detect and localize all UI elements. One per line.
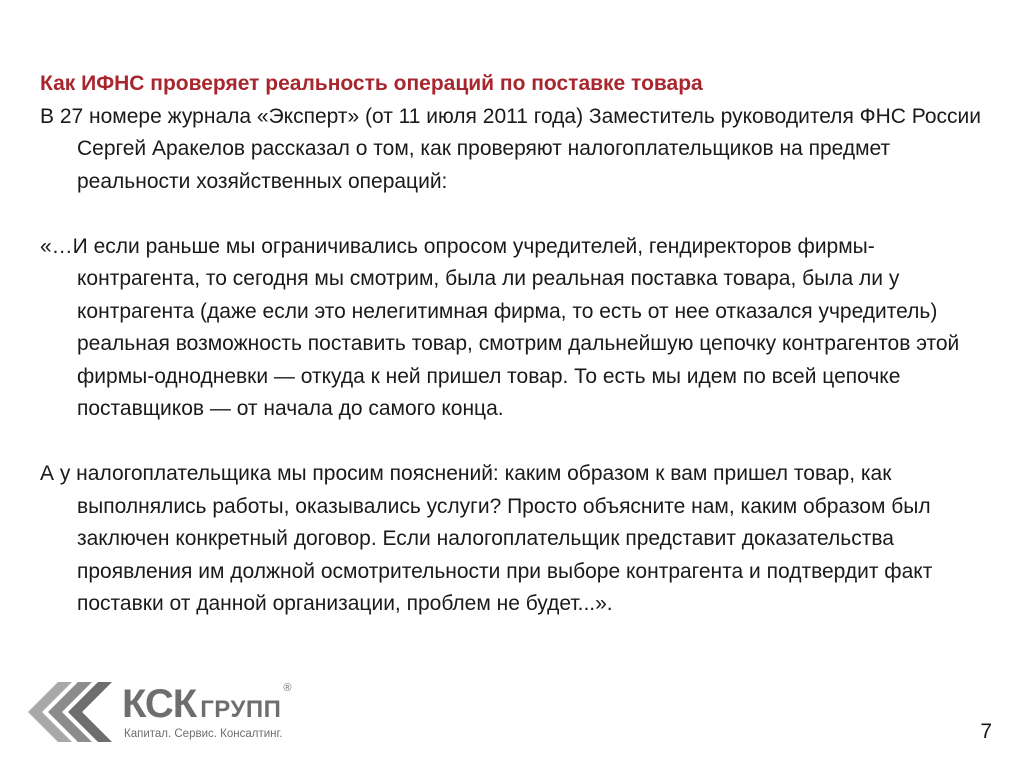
quote-paragraph-2: А у налогоплательщика мы просим пояснений: каким образом к вам пришел товар, как выполнялись работы, оказывались услуги? Просто объясните нам, каким образом был заключен конкретный договор. Если налогоплательщик представит доказательства проявления им должной осмотрительности при выборе контрагента и подтвердит факт поставки от данной организации, проблем не будет...». — [40, 462, 933, 615]
slide-content — [40, 68, 990, 621]
ksk-logo-mark-icon — [28, 680, 120, 744]
intro-paragraph: В 27 номере журнала «Эксперт» (от 11 июля 2011 года) Заместитель руководителя ФНС России Сергей Аракелов рассказал о том, как проверяют налогоплательщиков на предмет реальности хозяйственных операций: — [40, 104, 982, 193]
paragraph-spacer — [40, 426, 990, 459]
page-number: 7 — [980, 720, 992, 743]
logo-name-group: ГРУПП — [200, 696, 282, 723]
company-logo — [28, 680, 328, 750]
slide-heading: Как ИФНС проверяет реальность операций по поставке товара — [40, 72, 703, 95]
logo-tagline: Капитал. Сервис. Консалтинг. — [124, 728, 283, 740]
quote-paragraph-1: «…И если раньше мы ограничивались опросом учредителей, гендиректоров фирмы-контрагента, то сегодня мы смотрим, была ли реальная поставка товара, была ли у контрагента (даже если это нелегитимная фирма, то есть от нее отказался учредитель) реальная возможность поставить товар, смотрим дальнейшую цепочку контрагентов этой фирмы-однодневки — откуда к ней пришел товар. То есть мы идем по всей цепочке поставщиков — от начала до самого конца. — [40, 234, 960, 420]
registered-mark: ® — [283, 682, 292, 694]
paragraph-spacer — [40, 198, 990, 231]
logo-name-main: КСК — [122, 682, 197, 726]
logo-wordmark — [122, 682, 292, 727]
